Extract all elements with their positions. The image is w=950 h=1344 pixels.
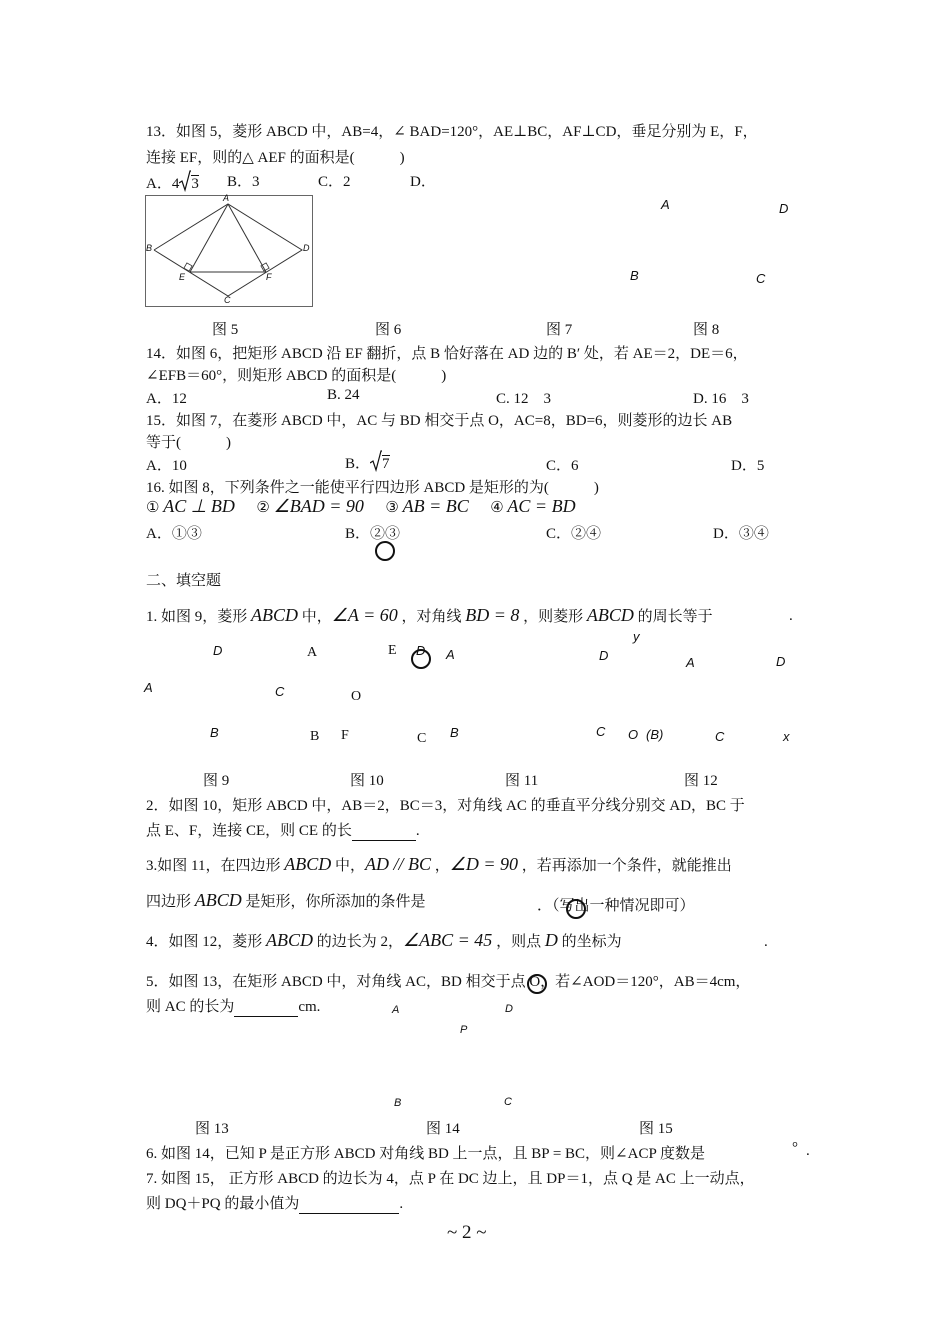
caption-fig13: 图 13 bbox=[195, 1121, 229, 1137]
fig5-label-e: E bbox=[179, 272, 186, 282]
q13-option-b: B．3 bbox=[227, 174, 260, 190]
fig9-label-a: A bbox=[144, 680, 153, 695]
fig5-label-b: B bbox=[146, 243, 153, 253]
f3-line2-end: ．（写出一种情况即可） bbox=[537, 898, 695, 914]
f5-line2-text: 则 AC 的长为 bbox=[146, 999, 235, 1015]
q16-cond2-expr: ∠BAD = 90 bbox=[273, 496, 364, 516]
f1-math2: ∠A = 60 bbox=[331, 605, 398, 625]
caption-fig14: 图 14 bbox=[426, 1121, 460, 1137]
figure-5 bbox=[145, 195, 313, 307]
f6-line: 6. 如图 14，已知 P 是正方形 ABCD 对角线 BD 上一点，且 BP = BC，则∠ACP 度数是 bbox=[146, 1146, 706, 1162]
f6-degree: ° bbox=[792, 1140, 798, 1156]
caption-fig11: 图 11 bbox=[505, 773, 539, 789]
caption-fig5: 图 5 bbox=[212, 322, 239, 338]
q14-option-b: B. 24 bbox=[327, 387, 360, 403]
f4-text3: ，则点 bbox=[492, 934, 545, 950]
f1-math3: BD = 8 bbox=[465, 605, 520, 625]
q13-line1: 13．如图 5，菱形 ABCD 中，AB=4，∠ BAD=120°，AE⊥BC，AF⊥CD，垂足分别为 E，F， bbox=[146, 124, 758, 140]
q16-cond3-num: ③ bbox=[385, 500, 399, 516]
q13-option-c: C．2 bbox=[318, 174, 351, 190]
q16-option-b: B．②③ bbox=[345, 526, 401, 542]
f3-text1: 3.如图 11，在四边形 bbox=[146, 858, 285, 874]
fig9-label-b: B bbox=[210, 725, 219, 740]
q15-option-d: D．5 bbox=[731, 458, 765, 474]
page-number: ~ 2 ~ bbox=[447, 1222, 487, 1243]
f4-text1: 4．如图 12，菱形 bbox=[146, 934, 267, 950]
q16-cond1-expr: AC ⊥ BD bbox=[163, 496, 235, 516]
sqrt-radical-icon bbox=[370, 450, 382, 477]
q14-option-c: C. 12 3 bbox=[496, 391, 552, 407]
q13-option-a-radicand: 3 bbox=[191, 176, 199, 192]
fig12-label-y: y bbox=[633, 629, 640, 644]
caption-fig15: 图 15 bbox=[639, 1121, 673, 1137]
f3-text2: 中， bbox=[331, 858, 365, 874]
q15-option-b-radicand: 7 bbox=[382, 456, 390, 472]
q16-option-d: D．③④ bbox=[713, 526, 769, 542]
fig12-label-c: C bbox=[715, 729, 725, 744]
q15-option-c: C．6 bbox=[546, 458, 579, 474]
section-heading-fill-in: 二、填空题 bbox=[146, 573, 222, 589]
fig10-label-o: O bbox=[351, 689, 362, 704]
q16-line1: 16. 如图 8，下列条件之一能使平行四边形 ABCD 是矩形的为( ) bbox=[146, 480, 599, 496]
f3-text5: 四边形 bbox=[146, 894, 195, 910]
fig10-label-c: C bbox=[417, 731, 427, 746]
fig12-label-d: D bbox=[776, 654, 786, 669]
f1-math1: ABCD bbox=[251, 605, 299, 625]
caption-fig8: 图 8 bbox=[693, 322, 720, 338]
fig14-label-b: B bbox=[394, 1097, 402, 1109]
q13-option-a bbox=[146, 170, 199, 197]
fig5-label-c: C bbox=[224, 295, 231, 305]
q13-option-d: D． bbox=[410, 174, 436, 190]
f3-math4: ABCD bbox=[194, 890, 242, 910]
fig14-label-p: P bbox=[460, 1024, 468, 1036]
fig7-label-c: C bbox=[756, 271, 766, 286]
fig10-label-d: D bbox=[416, 643, 426, 658]
q13-line2: 连接 EF，则的△ AEF 的面积是( ) bbox=[146, 150, 405, 166]
sqrt-radical-icon bbox=[179, 170, 191, 197]
f4-math2: ∠ABC = 45 bbox=[403, 930, 493, 950]
fig12-label-a: A bbox=[686, 655, 695, 670]
fig5-label-a: A bbox=[223, 193, 230, 203]
fig11-label-b: B bbox=[450, 725, 459, 740]
fig10-label-e: E bbox=[388, 643, 397, 658]
f3-math2: AD // BC bbox=[364, 854, 431, 874]
fig11-label-c: C bbox=[596, 724, 606, 739]
figure-5-drawing bbox=[146, 196, 312, 306]
caption-fig12: 图 12 bbox=[684, 773, 718, 789]
fig14-label-a: A bbox=[392, 1004, 400, 1016]
q14-option-d: D. 16 3 bbox=[693, 391, 749, 407]
f1-text4: ，则菱形 bbox=[519, 609, 587, 625]
circle-mark-icon bbox=[411, 649, 431, 669]
f4-end: . bbox=[764, 934, 768, 950]
f3-text3: ， bbox=[430, 858, 450, 874]
q16-cond2-num: ② bbox=[256, 500, 270, 516]
fig12-label-x: x bbox=[783, 729, 790, 744]
f5-line1: 5．如图 13，在矩形 ABCD 中，对角线 AC，BD 相交于点 O，若∠AOD＝120°，AB＝4cm， bbox=[146, 974, 751, 990]
q14-line2: ∠EFB＝60°，则矩形 ABCD 的面积是( ) bbox=[146, 368, 447, 384]
f3-text6: 是矩形，你所添加的条件是 bbox=[241, 894, 426, 910]
caption-fig9: 图 9 bbox=[203, 773, 230, 789]
answer-blank[interactable] bbox=[299, 1196, 399, 1214]
circle-mark-icon bbox=[375, 541, 395, 561]
fig9-label-d: D bbox=[213, 643, 223, 658]
fig5-label-f: F bbox=[266, 272, 272, 282]
fig7-label-b: B bbox=[630, 268, 639, 283]
f3-text4: ，若再添加一个条件，就能推出 bbox=[518, 858, 732, 874]
q16-cond3-expr: AB = BC bbox=[402, 496, 469, 516]
f1-line bbox=[146, 605, 713, 626]
fig12-label-b: (B) bbox=[646, 727, 664, 742]
f4-line bbox=[146, 930, 622, 951]
q16-cond4-expr: AC = BD bbox=[507, 496, 576, 516]
f7-line1: 7. 如图 15， 正方形 ABCD 的边长为 4，点 P 在 DC 边上，且 DP＝1，点 Q 是 AC 上一动点， bbox=[146, 1171, 755, 1187]
q13-option-a-prefix: A．4 bbox=[146, 176, 180, 192]
fig14-label-c: C bbox=[504, 1096, 512, 1108]
f3-line2 bbox=[146, 890, 426, 911]
circle-mark-icon bbox=[527, 974, 547, 994]
answer-blank[interactable] bbox=[352, 823, 416, 841]
caption-fig7: 图 7 bbox=[546, 322, 573, 338]
f2-line1: 2．如图 10，矩形 ABCD 中，AB＝2，BC＝3，对角线 AC 的垂直平分线分别交 AD，BC 于 bbox=[146, 798, 745, 814]
f2-line2-end: . bbox=[415, 823, 420, 839]
f4-math1: ABCD bbox=[266, 930, 314, 950]
fig10-label-f: F bbox=[341, 728, 349, 743]
q14-line1: 14．如图 6，把矩形 ABCD 沿 EF 翻折，点 B 恰好落在 AD 边的 B′ 处，若 AE＝2，DE＝6， bbox=[146, 346, 748, 362]
f4-text4: 的坐标为 bbox=[557, 934, 622, 950]
f1-text1: 1. 如图 9，菱形 bbox=[146, 609, 252, 625]
f1-math4: ABCD bbox=[586, 605, 634, 625]
fig10-label-a: A bbox=[307, 645, 318, 660]
q15-line1: 15．如图 7，在菱形 ABCD 中，AC 与 BD 相交于点 O，AC=8，BD=6，则菱形的边长 AB bbox=[146, 413, 733, 429]
f3-line1 bbox=[146, 854, 732, 875]
caption-fig10: 图 10 bbox=[350, 773, 384, 789]
q16-option-c: C．②④ bbox=[546, 526, 602, 542]
answer-blank[interactable] bbox=[234, 999, 298, 1017]
f1-text3: ，对角线 bbox=[397, 609, 466, 625]
f2-line2 bbox=[146, 819, 420, 841]
f5-line2 bbox=[146, 995, 320, 1017]
q16-option-a: A．①③ bbox=[146, 526, 202, 542]
q15-option-b bbox=[345, 450, 390, 477]
q16-conditions bbox=[146, 496, 576, 517]
q15-line2: 等于( ) bbox=[146, 435, 231, 451]
q15-option-a: A．10 bbox=[146, 458, 187, 474]
f6-end: . bbox=[806, 1143, 810, 1159]
fig5-label-d: D bbox=[303, 243, 310, 253]
fig14-label-d: D bbox=[505, 1003, 513, 1015]
f7-line2-end: . bbox=[399, 1196, 404, 1212]
f7-line2 bbox=[146, 1192, 403, 1214]
fig7-label-d: D bbox=[779, 201, 789, 216]
fig11-label-a: A bbox=[446, 647, 455, 662]
f7-line2-text: 则 DQ＋PQ 的最小值为 bbox=[146, 1196, 300, 1212]
f4-math3: D bbox=[544, 930, 558, 950]
caption-fig6: 图 6 bbox=[375, 322, 402, 338]
fig10-label-b: B bbox=[310, 729, 320, 744]
f5-line2-end: cm. bbox=[298, 999, 321, 1015]
f1-text5: 的周长等于 bbox=[633, 609, 713, 625]
f2-line2-text: 点 E、F，连接 CE，则 CE 的长 bbox=[146, 823, 352, 839]
fig9-label-c: C bbox=[275, 684, 285, 699]
circle-mark-icon bbox=[566, 899, 586, 919]
fig11-label-d: D bbox=[599, 648, 609, 663]
f1-end: . bbox=[789, 608, 793, 624]
q16-cond1-num: ① bbox=[146, 500, 160, 516]
q16-cond4-num: ④ bbox=[490, 500, 504, 516]
q14-option-a: A．12 bbox=[146, 391, 187, 407]
f4-text2: 的边长为 2， bbox=[313, 934, 404, 950]
fig7-label-a: A bbox=[661, 197, 670, 212]
f3-math1: ABCD bbox=[284, 854, 332, 874]
f3-math3: ∠D = 90 bbox=[449, 854, 519, 874]
q15-option-b-prefix: B． bbox=[345, 456, 371, 472]
fig12-label-o: O bbox=[628, 727, 639, 742]
f1-text2: 中， bbox=[298, 609, 332, 625]
